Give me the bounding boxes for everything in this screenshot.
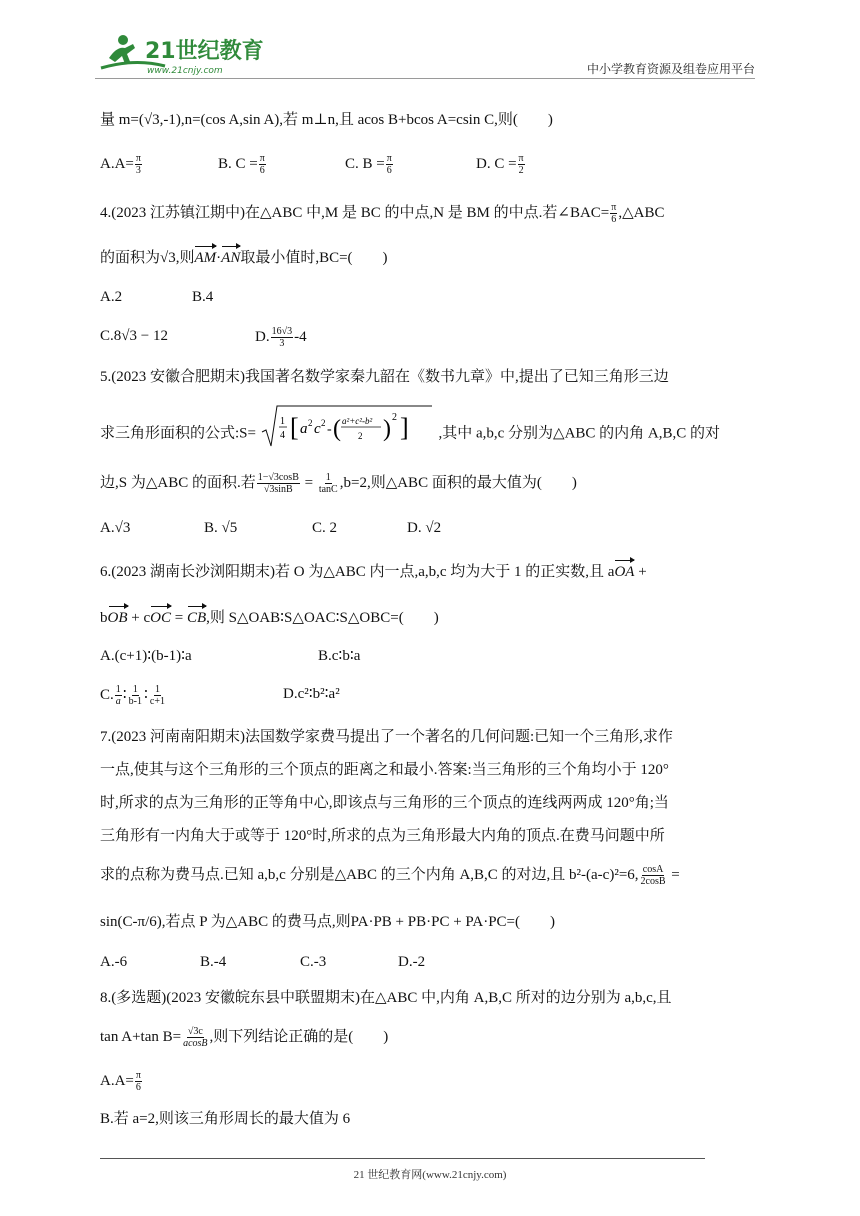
svg-text:(: ( — [332, 416, 341, 442]
q3-option-b: B. C = $\frac{\pi}{6}$ — [218, 153, 265, 176]
logo-icon — [95, 28, 295, 78]
q6-option-c: C. $\frac{1}{a}$ ∶ $\frac{1}{b-1}$ ∶ $\frac{1}{c+1}$ — [100, 684, 165, 707]
q4-angle-fraction: $\frac{\pi}{6}$ — [611, 202, 617, 225]
q4-option-b: B.4 — [192, 289, 214, 305]
q6-option-a: A.(c+1)∶(b-1)∶a — [100, 648, 192, 664]
q5-line-3: 边,S 为△ABC 的面积.若 $\frac{1-√3\cos B}{√3\sin B}$ = $\frac{1}{\tan C}$ ,b=2,则△ABC 面积的最大值为( ) — [100, 472, 577, 495]
svg-text:www.21cnjy.com: www.21cnjy.com — [147, 66, 223, 76]
q3-option-a: A.A= $\frac{\pi}{3}$ — [100, 153, 141, 176]
q7-option-c: C.-3 — [300, 954, 327, 970]
q4-option-a: A.2 — [100, 289, 123, 305]
footer-text: 21 世纪教育网(www.21cnjy.com) — [353, 1169, 507, 1181]
q5-line-2: 求三角形面积的公式:S= 1 4 [ a 2 c 2 - ( a²+c²-b² 2 ) 2 ] ,其中 a,b,c 分别为△ABC 的内角 A,B,C 的对 — [100, 418, 720, 450]
heron-formula — [260, 404, 435, 450]
svg-text:2: 2 — [391, 412, 397, 423]
svg-text:-: - — [326, 422, 332, 437]
q7-option-b: B.-4 — [200, 954, 227, 970]
svg-text:1: 1 — [279, 416, 285, 427]
q7-line-5: 求的点称为费马点.已知 a,b,c 分别是△ABC 的三个内角 A,B,C 的对边,且 b²-(a-c)²=6, $\frac{\cos A}{2\cos B}$ = — [100, 864, 680, 887]
svg-text:a²+c²-b²: a²+c²-b² — [341, 416, 372, 426]
svg-text:2: 2 — [357, 431, 363, 441]
svg-text:21世纪教育: 21世纪教育 — [145, 39, 264, 64]
q8-option-b: B.若 a=2,则该三角形周长的最大值为 6 — [100, 1111, 351, 1127]
q5-option-a: A.√3 — [100, 520, 131, 536]
q8-line-1: 8.(多选题)(2023 安徽皖东县中联盟期末)在△ABC 中,内角 A,B,C 所对的边分别为 a,b,c,且 — [100, 990, 672, 1006]
q4-option-d: D. $\frac{16√3}{3}$ -4 — [255, 326, 307, 349]
svg-text:): ) — [382, 416, 391, 442]
q6-option-b: B.c∶b∶a — [318, 648, 361, 664]
svg-text:]: ] — [399, 413, 409, 442]
q5-option-b: B. √5 — [204, 520, 238, 536]
q8-line-2: tan A+tan B= $\frac{√3c}{acosB}$ ,则下列结论正确的是( ) — [100, 1026, 389, 1049]
q7-line-6: sin(C-π/6),若点 P 为△ABC 的费马点,则PA·PB + PB·PC + PA·PC=( ) — [100, 914, 555, 930]
svg-text:4: 4 — [279, 430, 285, 441]
q5-option-d: D. √2 — [407, 520, 442, 536]
q6-line-2: bOB + cOC = CB,则 S△OAB∶S△OAC∶S△OBC=( ) — [100, 610, 439, 626]
q3-option-c: C. B = $\frac{\pi}{6}$ — [345, 153, 392, 176]
q3-option-d: D. C = $\frac{\pi}{2}$ — [476, 153, 524, 176]
q4-line-1: 4.(2023 江苏镇江期中)在△ABC 中,M 是 BC 的中点,N 是 BM 的中点.若∠BAC= $\frac{\pi}{6}$ ,△ABC — [100, 202, 665, 225]
page-header — [95, 28, 755, 80]
platform-name: 中小学教育资源及组卷应用平台 — [586, 62, 755, 76]
q4-option-c: C.8√3 − 12 — [100, 328, 168, 344]
footer-divider — [100, 1158, 705, 1159]
q5-line-1: 5.(2023 安徽合肥期末)我国著名数学家秦九韶在《数书九章》中,提出了已知三角形三边 — [100, 369, 669, 385]
q3-stem: 量 m=(√3,-1),n=(cos A,sin A),若 m⊥n,且 acos B+bcos A=csin C,则( ) — [100, 112, 553, 128]
q6-line-1: 6.(2023 湖南长沙浏阳期末)若 O 为△ABC 内一点,a,b,c 均为大于 1 的正实数,且 aOA + — [100, 564, 647, 580]
q4-line-2: 的面积为√3,则AM·AN取最小值时,BC=( ) — [100, 250, 388, 266]
q8-option-a: A.A= $\frac{\pi}{6}$ — [100, 1070, 141, 1093]
svg-text:c: c — [313, 421, 321, 437]
q7-option-a: A.-6 — [100, 954, 128, 970]
q5-option-c: C. 2 — [312, 520, 338, 536]
svg-text:2: 2 — [320, 418, 326, 428]
svg-text:[: [ — [289, 413, 299, 442]
q7-line-1: 7.(2023 河南南阳期末)法国数学家费马提出了一个著名的几何问题:已知一个三角形,求作 — [100, 729, 673, 745]
svg-text:2: 2 — [307, 418, 313, 428]
q7-line-2: 一点,使其与这个三角形的三个顶点的距离之和最小.答案:当三角形的三个角均小于 120° — [100, 762, 669, 778]
q6-option-d: D.c²∶b²∶a² — [283, 686, 340, 702]
q7-line-4: 三角形有一内角大于或等于 120°时,所求的点为三角形最大内角的顶点.在费马问题中所 — [100, 828, 665, 844]
header-divider — [95, 78, 755, 79]
q7-option-d: D.-2 — [398, 954, 426, 970]
svg-text:a: a — [299, 421, 308, 437]
q7-line-3: 时,所求的点为三角形的正等角中心,即该点与三角形的三个顶点的连线两两成 120°角;当 — [100, 795, 669, 811]
